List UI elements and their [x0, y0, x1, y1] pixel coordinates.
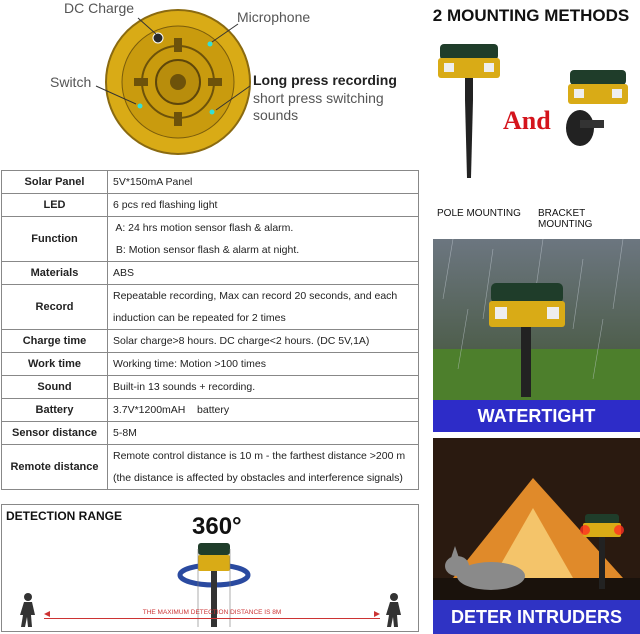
- spec-value-line: A: 24 hrs motion sensor flash & alarm.: [113, 222, 294, 234]
- spec-value-line: Remote control distance is 10 m - the farthest distance >200 m: [113, 450, 406, 462]
- detection-distance-line: [44, 618, 380, 619]
- spec-key: Materials: [2, 262, 108, 285]
- spec-value: [108, 285, 419, 330]
- spec-value-line: 3.7V*1200mAH battery: [113, 404, 230, 416]
- spec-key: Record: [2, 285, 108, 330]
- spec-key: Sensor distance: [2, 422, 108, 445]
- spec-value-line: 5V*150mA Panel: [113, 176, 193, 188]
- spec-row: [2, 194, 419, 217]
- short-press-label: short press switching sounds: [253, 90, 384, 123]
- bracket-mounting-caption: BRACKET MOUNTING: [538, 208, 593, 230]
- spec-value-line: induction can be repeated for 2 times: [113, 312, 286, 324]
- device-diagram: [0, 0, 420, 168]
- bracket-mount-device: [566, 70, 628, 146]
- spec-value-line: Solar charge>8 hours. DC charge<2 hours. (DC 5V,1A): [113, 335, 370, 347]
- spec-value-line: (the distance is affected by obstacles and interference signals): [113, 472, 403, 484]
- microphone-label: Microphone: [237, 9, 311, 25]
- spec-row: [2, 217, 419, 262]
- deter-intruders-photo: [433, 438, 640, 634]
- spec-key: Charge time: [2, 330, 108, 353]
- spec-table: [1, 170, 419, 490]
- detection-degrees: 360°: [192, 513, 242, 540]
- spec-value: [108, 422, 419, 445]
- spec-value: [108, 171, 419, 194]
- spec-row: [2, 285, 419, 330]
- mounting-title: 2 MOUNTING METHODS: [432, 6, 630, 25]
- person-right-icon: [386, 593, 401, 627]
- long-press-label: Long press recording: [253, 72, 397, 88]
- and-label-text: And: [503, 106, 551, 135]
- spec-value-line: B: Motion sensor flash & alarm at night.: [113, 244, 300, 256]
- spec-row: [2, 353, 419, 376]
- spec-row: [2, 445, 419, 490]
- spec-key: Work time: [2, 353, 108, 376]
- watertight-banner: WATERTIGHT: [433, 400, 640, 432]
- spec-value: [108, 399, 419, 422]
- pole-mounting-caption: POLE MOUNTING: [437, 208, 521, 219]
- detection-range-panel: [1, 504, 419, 632]
- spec-value: [108, 353, 419, 376]
- spec-value-line: ABS: [113, 267, 135, 279]
- spec-value-line: Built-in 13 sounds + recording.: [113, 381, 256, 393]
- spec-value: [108, 376, 419, 399]
- spec-value: [108, 194, 419, 217]
- spec-value: [108, 217, 419, 262]
- spec-row: [2, 262, 419, 285]
- dc-charge-label: DC Charge: [64, 0, 135, 16]
- spec-value-line: 6 pcs red flashing light: [113, 199, 218, 211]
- detection-range-title: DETECTION RANGE: [6, 509, 123, 523]
- spec-key: Battery: [2, 399, 108, 422]
- spec-value-line: Repeatable recording, Max can record 20 seconds, and each: [113, 290, 398, 302]
- spec-key: Function: [2, 217, 108, 262]
- spec-value: [108, 330, 419, 353]
- spec-row: [2, 422, 419, 445]
- spec-value-line: 5-8M: [113, 427, 137, 439]
- watertight-photo: [433, 239, 640, 432]
- spec-value: [108, 445, 419, 490]
- spec-row: [2, 399, 419, 422]
- spec-key: Solar Panel: [2, 171, 108, 194]
- spec-row: [2, 376, 419, 399]
- spec-key: Sound: [2, 376, 108, 399]
- detection-distance-note: THE MAXIMUM DETECTION DISTANCE IS 8M: [142, 609, 282, 616]
- spec-row: [2, 330, 419, 353]
- switch-label: Switch: [50, 74, 92, 90]
- spec-key: LED: [2, 194, 108, 217]
- deter-intruders-banner: DETER INTRUDERS: [433, 600, 640, 634]
- pole-mount-device: [438, 44, 500, 178]
- and-label: [503, 106, 551, 136]
- spec-row: [2, 171, 419, 194]
- person-left-icon: [20, 593, 35, 627]
- spec-key: Remote distance: [2, 445, 108, 490]
- spec-value-line: Working time: Motion >100 times: [113, 358, 266, 370]
- spec-value: [108, 262, 419, 285]
